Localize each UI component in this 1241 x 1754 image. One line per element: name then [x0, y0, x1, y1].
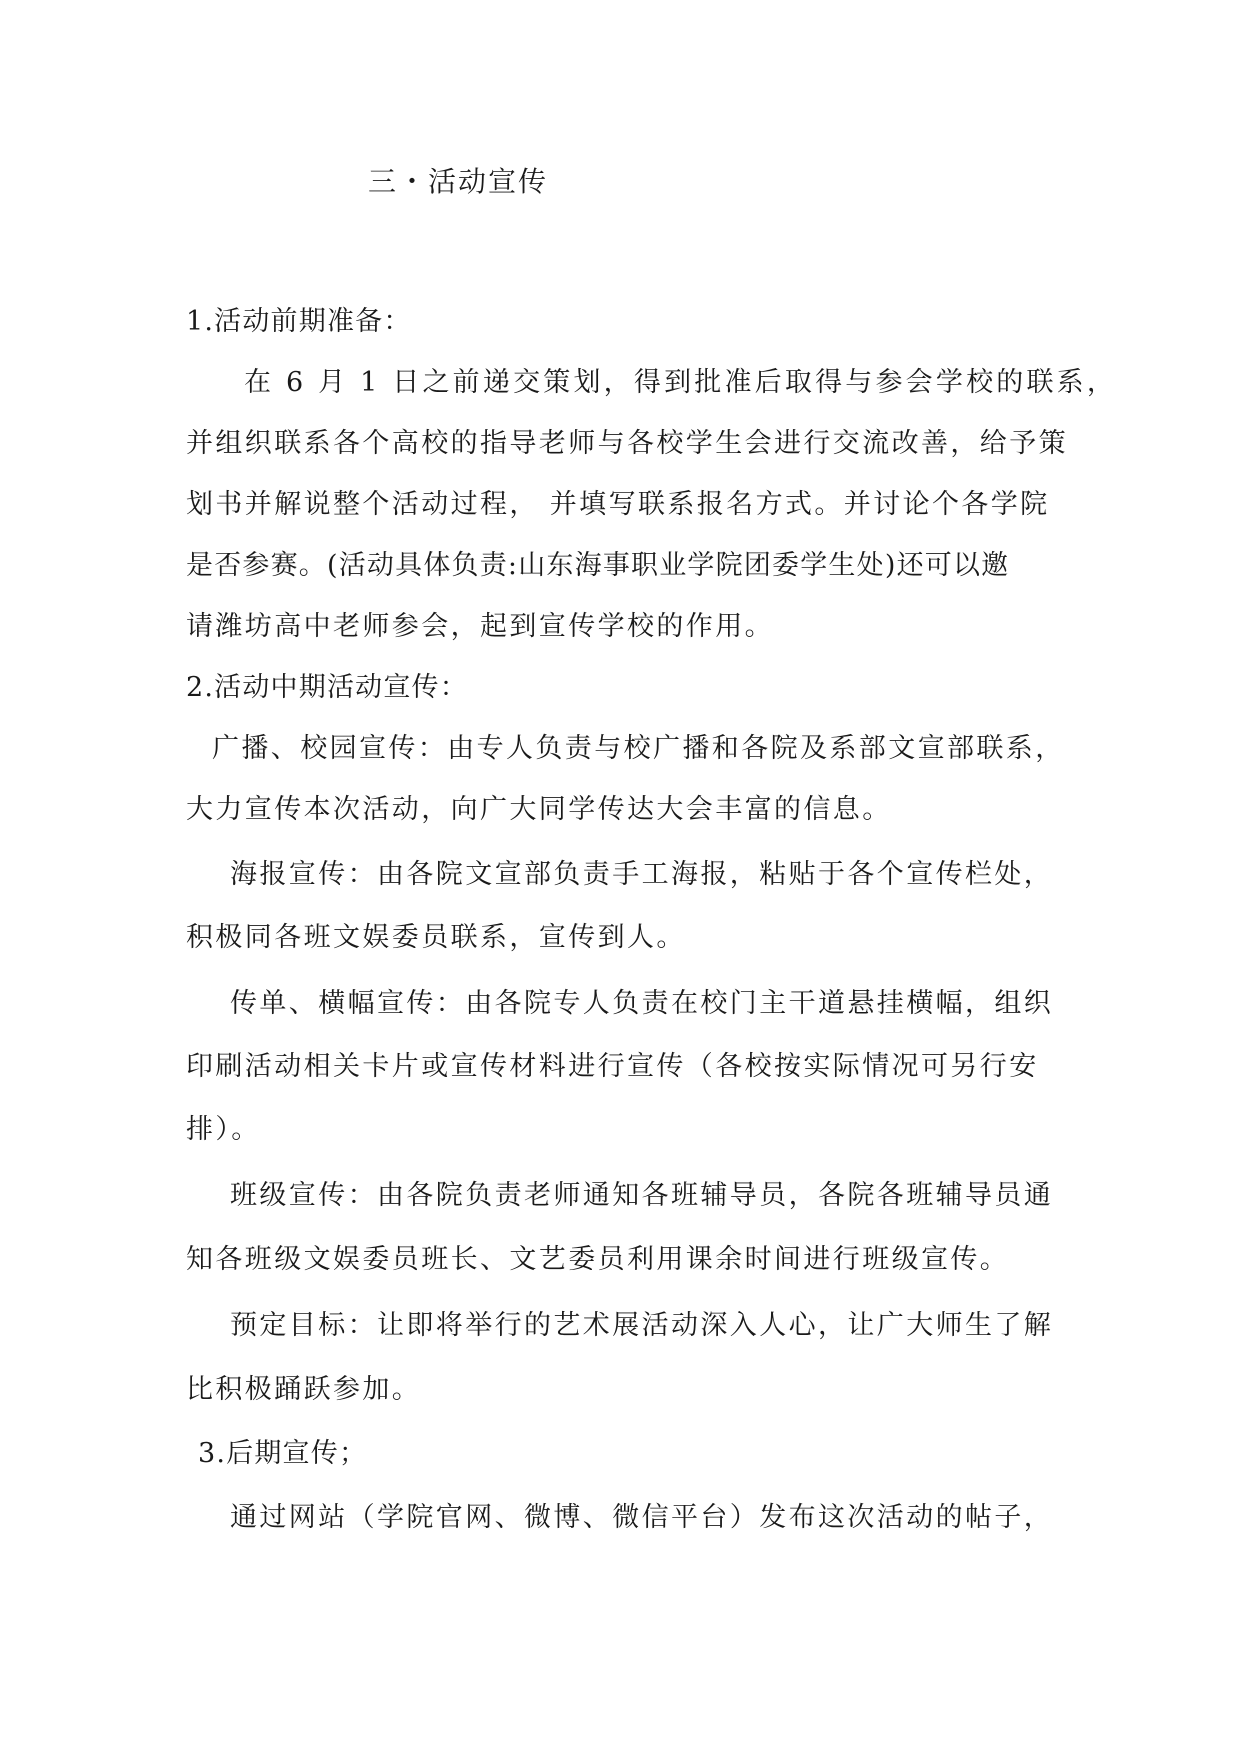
- paragraph-line: 并组织联系各个高校的指导老师与各校学生会进行交流改善，给予策: [186, 428, 1068, 459]
- heading-midterm: 2.活动中期活动宣传：: [186, 672, 468, 703]
- paragraph-line: 大力宣传本次活动，向广大同学传达大会丰富的信息。: [186, 794, 892, 825]
- paragraph-line: 排）。: [186, 1114, 261, 1145]
- section-title: 三・活动宣传: [368, 165, 549, 198]
- heading-preparation: 1.活动前期准备：: [186, 306, 412, 337]
- paragraph-line: 预定目标：让即将举行的艺术展活动深入人心，让广大师生了解: [230, 1310, 1054, 1341]
- paragraph-line: 广播、校园宣传：由专人负责与校广播和各院及系部文宣部联系，: [212, 733, 1065, 764]
- paragraph-line: 请潍坊高中老师参会，起到宣传学校的作用。: [186, 611, 774, 642]
- paragraph-line: 划书并解说整个活动过程， 并填写联系报名方式。并讨论个各学院: [186, 489, 1050, 520]
- paragraph-line: 海报宣传：由各院文宣部负责手工海报，粘贴于各个宣传栏处，: [230, 859, 1054, 890]
- paragraph-line: 传单、横幅宣传：由各院专人负责在校门主干道悬挂横幅，组织: [230, 988, 1054, 1019]
- paragraph-line: 班级宣传：由各院负责老师通知各班辅导员，各院各班辅导员通: [230, 1180, 1054, 1211]
- paragraph-line: 通过网站（学院官网、微博、微信平台）发布这次活动的帖子，: [230, 1502, 1054, 1533]
- paragraph-line: 比积极踊跃参加。: [186, 1374, 422, 1405]
- paragraph-line: 知各班级文娱委员班长、文艺委员利用课余时间进行班级宣传。: [186, 1244, 1010, 1275]
- paragraph-line: 积极同各班文娱委员联系，宣传到人。: [186, 922, 686, 953]
- heading-postterm: 3.后期宣传；: [198, 1438, 368, 1469]
- paragraph-line: 是否参赛。(活动具体负责:山东海事职业学院团委学生处)还可以邀: [186, 550, 1010, 581]
- paragraph-line: 在 6 月 1 日之前递交策划，得到批准后取得与参会学校的联系，: [244, 367, 1118, 398]
- paragraph-line: 印刷活动相关卡片或宣传材料进行宣传（各校按实际情况可另行安: [186, 1051, 1039, 1082]
